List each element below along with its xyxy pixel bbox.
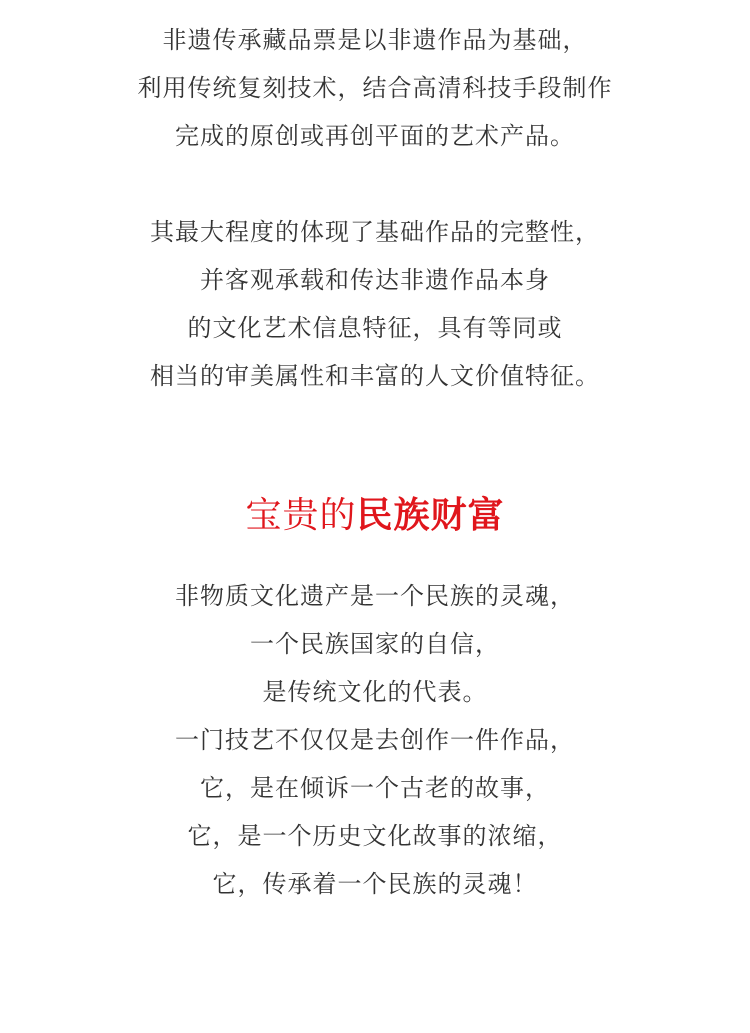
body-line-3: 是传统文化的代表。 — [262, 678, 488, 706]
section-body — [0, 572, 750, 908]
body-line-2: 一个民族国家的自信， — [250, 630, 500, 658]
body-line-4: 一门技艺不仅仅是去创作一件作品， — [175, 726, 575, 754]
section-heading — [0, 486, 750, 546]
intro-1-line-2: 利用传统复刻技术，结合高清科技手段制作 — [137, 74, 613, 102]
intro-2-line-2: 并客观承载和传达非遗作品本身 — [200, 266, 550, 294]
body-line-6: 它，是一个历史文化故事的浓缩， — [187, 822, 563, 850]
intro-paragraph-2 — [0, 208, 750, 400]
heading-bold-part: 民族财富 — [356, 495, 505, 536]
body-line-7: 它，传承着一个民族的灵魂！ — [212, 870, 538, 898]
intro-2-line-3: 的文化艺术信息特征，具有等同或 — [187, 314, 563, 342]
heading-regular-part: 宝贵的 — [245, 495, 357, 536]
section-heading-text — [0, 486, 750, 546]
intro-2-line-1: 其最大程度的体现了基础作品的完整性， — [150, 218, 600, 246]
intro-1-line-3: 完成的原创或再创平面的艺术产品。 — [175, 122, 575, 150]
body-line-1: 非物质文化遗产是一个民族的灵魂， — [175, 582, 575, 610]
intro-1-line-1: 非遗传承藏品票是以非遗作品为基础， — [162, 26, 588, 54]
body-line-5: 它，是在倾诉一个古老的故事， — [200, 774, 550, 802]
intro-2-line-4: 相当的审美属性和丰富的人文价值特征。 — [150, 362, 600, 390]
intro-paragraph-1 — [0, 16, 750, 160]
